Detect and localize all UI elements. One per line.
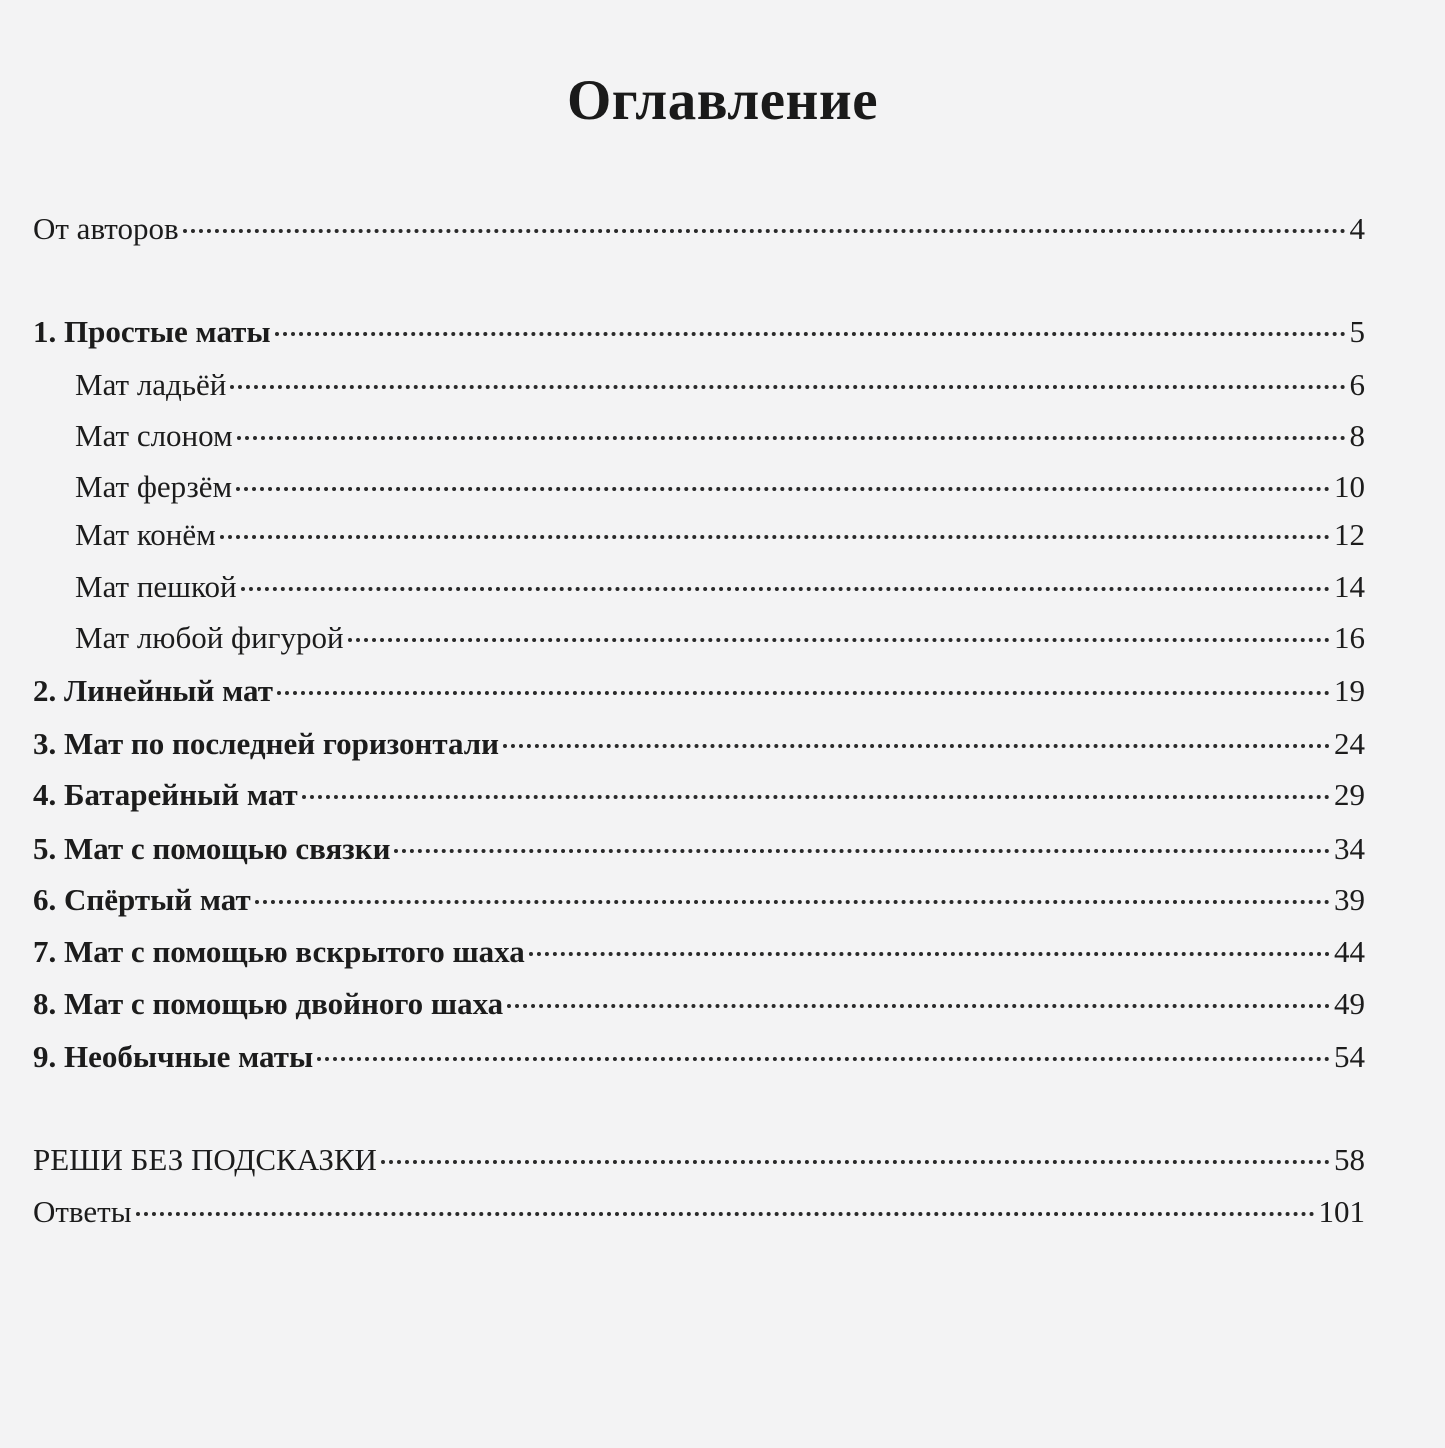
dot-leader (255, 899, 1330, 904)
toc-entry-label: Мат ладьёй (75, 367, 227, 402)
toc-entry-rook-mate[interactable] (33, 361, 1365, 409)
dot-leader (183, 228, 1346, 233)
toc-entry-label: 5. Мат с помощью связки (33, 831, 391, 866)
dot-leader (237, 435, 1346, 440)
toc-entry-page: 14 (1334, 569, 1365, 604)
toc-entry-page: 49 (1334, 986, 1365, 1021)
toc-entry-chapter-1[interactable] (33, 308, 1365, 356)
toc-entry-chapter-3[interactable] (33, 720, 1365, 768)
toc-entry-answers[interactable] (33, 1188, 1365, 1236)
toc-entry-knight-mate[interactable] (33, 511, 1365, 559)
toc-entry-page: 12 (1334, 517, 1365, 552)
toc-entry-page: 5 (1349, 314, 1365, 349)
toc-entry-chapter-8[interactable] (33, 980, 1365, 1028)
toc-entry-chapter-9[interactable] (33, 1033, 1365, 1081)
toc-entry-page: 8 (1349, 418, 1365, 453)
toc-entry-authors[interactable] (33, 205, 1365, 253)
toc-entry-page: 58 (1334, 1142, 1365, 1177)
toc-entry-label: 6. Спёртый мат (33, 882, 251, 917)
dot-leader (230, 384, 1345, 389)
toc-entry-chapter-7[interactable] (33, 928, 1365, 976)
page-title: Оглавление (566, 69, 879, 132)
toc-entry-chapter-6[interactable] (33, 876, 1365, 924)
dot-leader (136, 1211, 1315, 1216)
toc-entry-label: Мат конём (75, 517, 216, 552)
toc-entry-label: Мат любой фигурой (75, 620, 344, 655)
toc-entry-solve-without-hints[interactable] (33, 1136, 1365, 1184)
dot-leader (241, 586, 1330, 591)
toc-entry-page: 19 (1334, 673, 1365, 708)
toc-entry-label: 9. Необычные маты (33, 1039, 314, 1074)
toc-entry-page: 16 (1334, 620, 1365, 655)
toc-entry-label: Мат слоном (75, 418, 233, 453)
toc-entry-label: Мат пешкой (75, 569, 237, 604)
dot-leader (394, 848, 1330, 853)
dot-leader (236, 486, 1330, 491)
toc-entry-page: 101 (1318, 1194, 1365, 1229)
toc-entry-page: 6 (1349, 367, 1365, 402)
toc-entry-label: Ответы (33, 1194, 132, 1229)
toc-entry-label: РЕШИ БЕЗ ПОДСКАЗКИ (33, 1142, 377, 1177)
toc-entry-label: 7. Мат с помощью вскрытого шаха (33, 934, 525, 969)
dot-leader (381, 1159, 1330, 1164)
dot-leader (507, 1003, 1330, 1008)
toc-entry-page: 4 (1349, 211, 1365, 246)
dot-leader (348, 637, 1330, 642)
toc-entry-page: 54 (1334, 1039, 1365, 1074)
toc-entry-label: От авторов (33, 211, 179, 246)
dot-leader (503, 743, 1330, 748)
toc-entry-pawn-mate[interactable] (33, 563, 1365, 611)
toc-entry-page: 34 (1334, 831, 1365, 866)
toc-entry-chapter-5[interactable] (33, 825, 1365, 873)
toc-entry-label: Мат ферзём (75, 469, 233, 504)
toc-entry-page: 44 (1334, 934, 1365, 969)
toc-entry-page: 10 (1334, 469, 1365, 504)
toc-entry-chapter-4[interactable] (33, 771, 1365, 819)
toc-entry-queen-mate[interactable] (33, 463, 1365, 511)
toc-entry-page: 29 (1334, 777, 1365, 812)
dot-leader (277, 690, 1330, 695)
toc-entry-page: 39 (1334, 882, 1365, 917)
toc-entry-any-piece-mate[interactable] (33, 614, 1365, 662)
toc-entry-label: 8. Мат с помощью двойного шаха (33, 986, 504, 1021)
dot-leader (317, 1056, 1330, 1061)
dot-leader (220, 534, 1330, 539)
toc-entry-label: 3. Мат по последней горизонтали (33, 726, 499, 761)
dot-leader (529, 951, 1330, 956)
toc-entry-label: 1. Простые маты (33, 314, 271, 349)
toc-entry-chapter-2[interactable] (33, 667, 1365, 715)
dot-leader (302, 794, 1330, 799)
toc-entry-bishop-mate[interactable] (33, 412, 1365, 460)
toc-entry-label: 4. Батарейный мат (33, 777, 298, 812)
toc-entry-label: 2. Линейный мат (33, 673, 273, 708)
toc-entry-page: 24 (1334, 726, 1365, 761)
dot-leader (275, 331, 1346, 336)
